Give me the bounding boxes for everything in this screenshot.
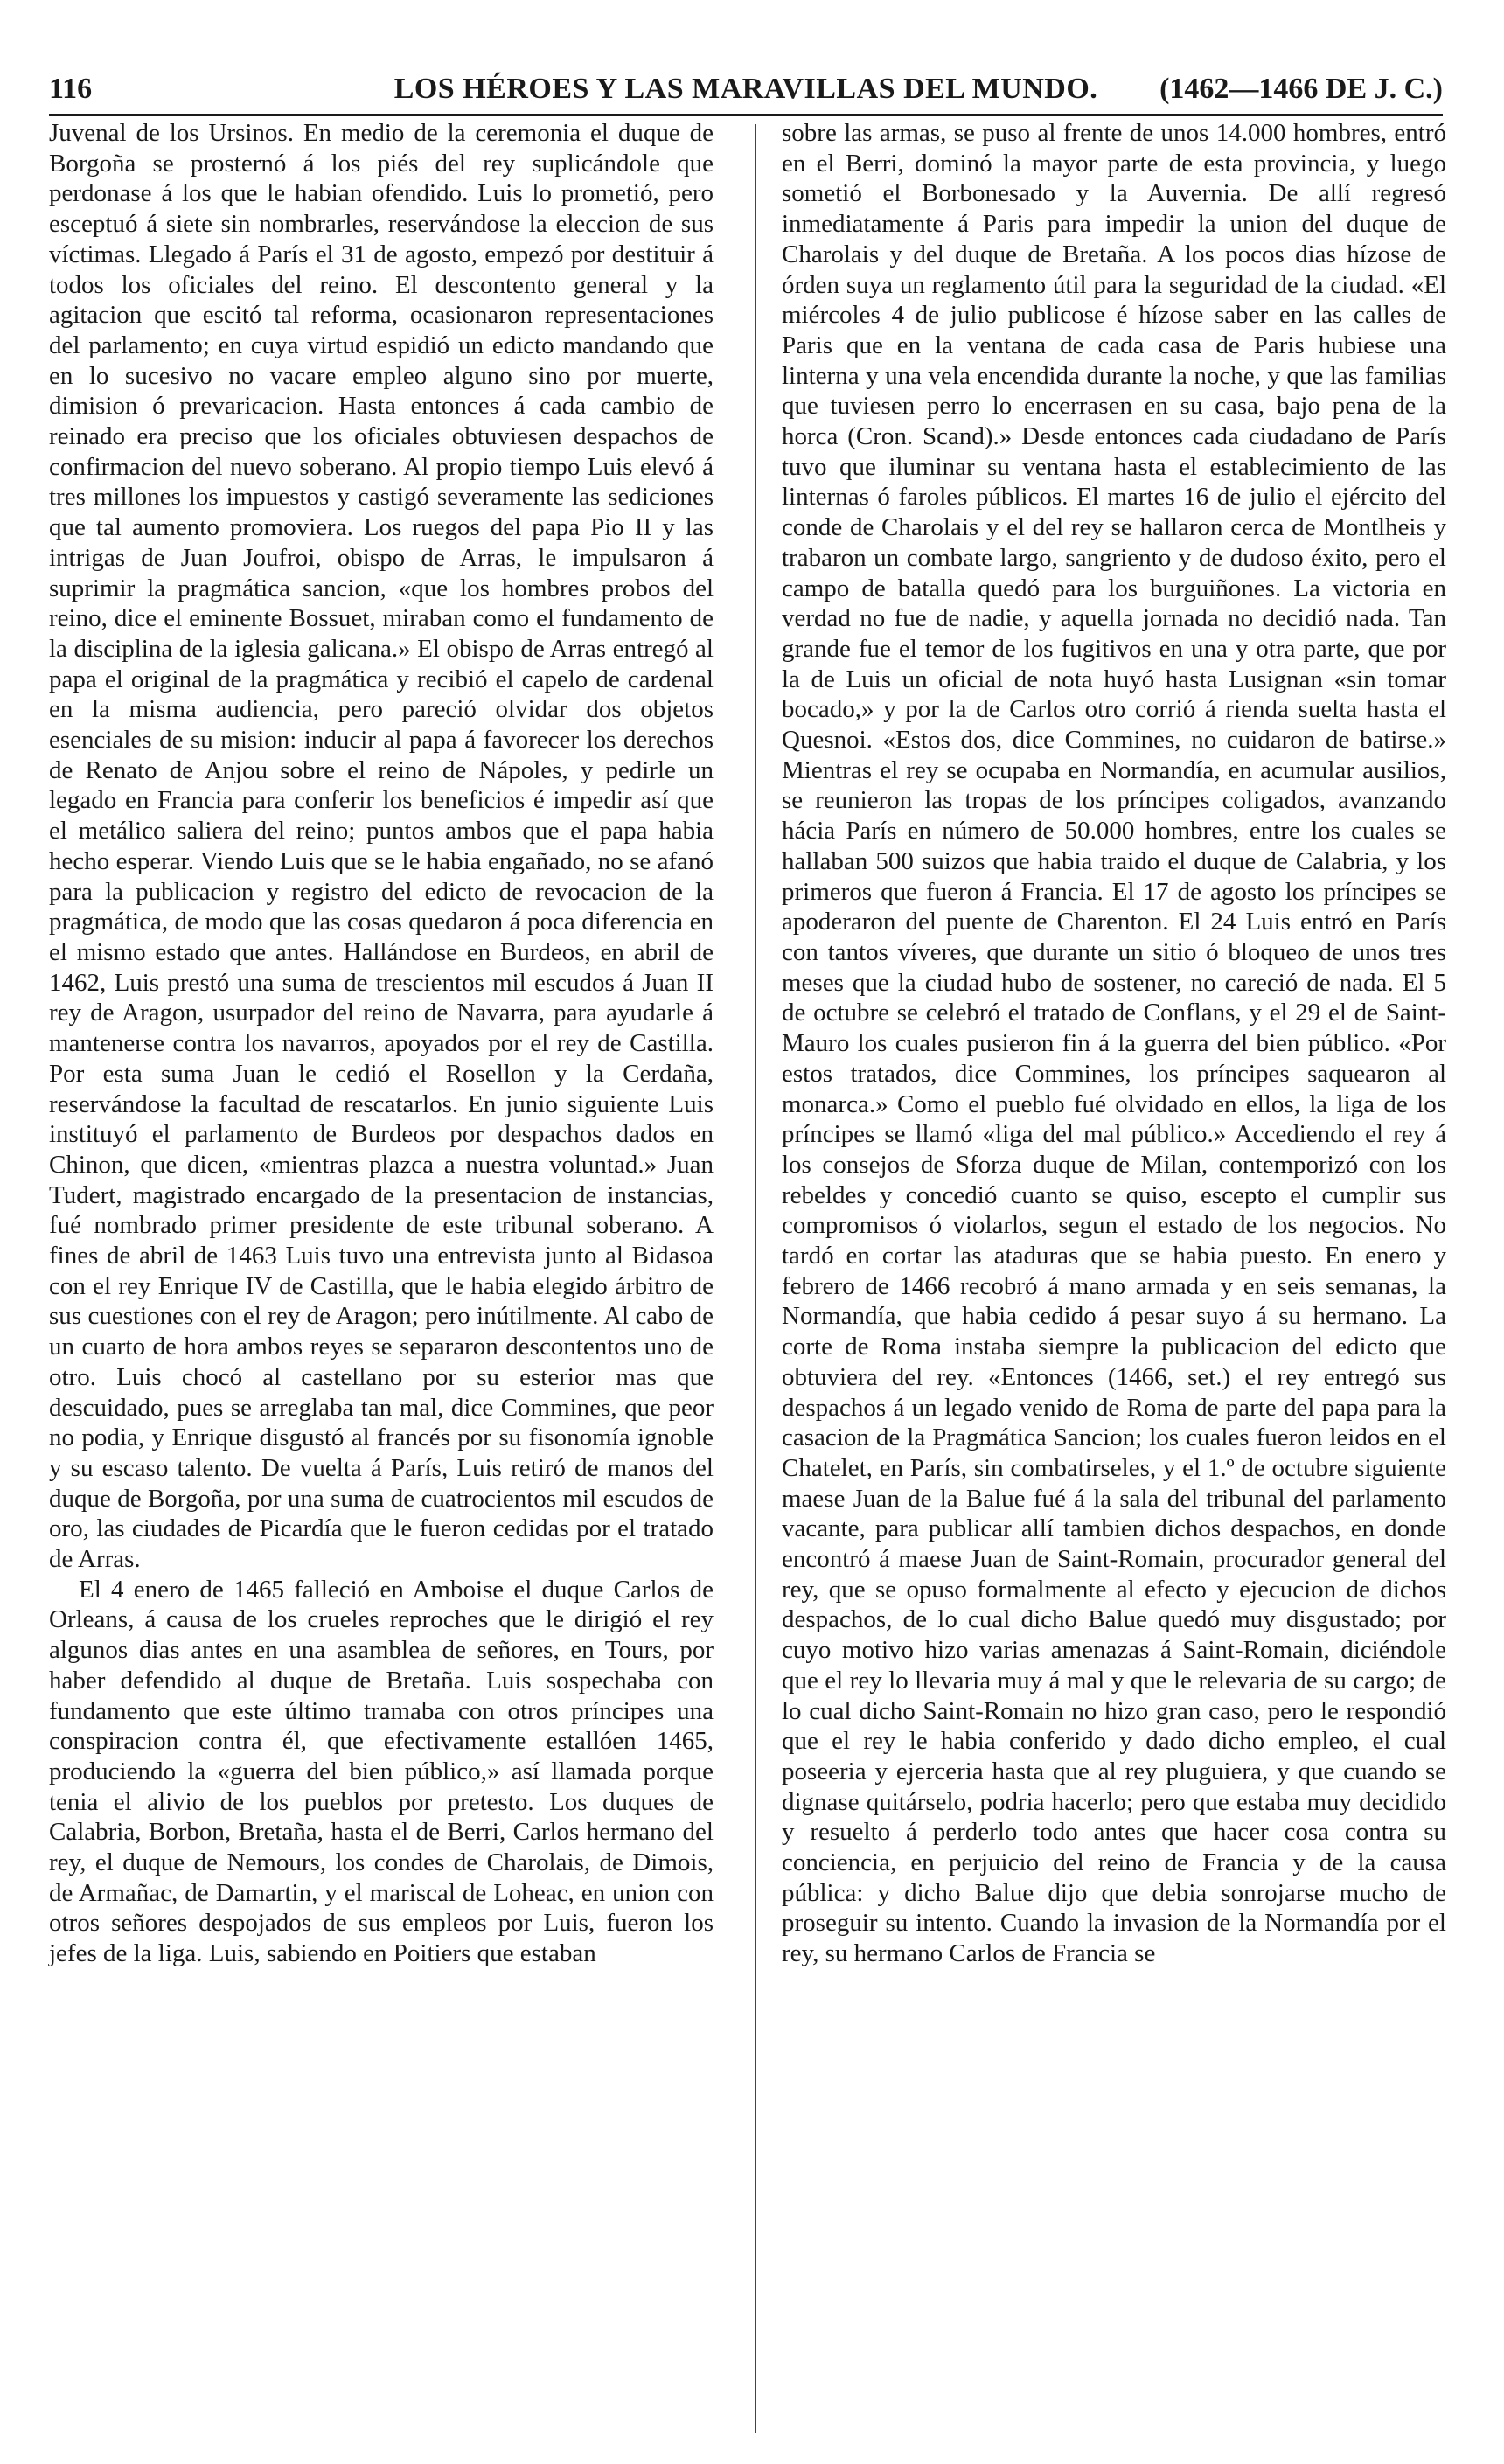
column-divider [755,124,756,2433]
page-header [49,70,1443,116]
left-column [49,118,714,1969]
date-range: (1462—1466 DE J. C.) [1159,73,1443,105]
right-column [782,118,1446,1969]
left-paragraph-2: El 4 enero de 1465 falleció en Amboise el duque Carlos de Orleans, á causa de los crueles reproches que le dirigió el rey algunos dias antes en una asamblea de señores, en Tours, por haber defendido al duque de Bretaña. Luis sospechaba con fundamento que este último tramaba con otros príncipes una conspiracion contra él, que efectivamente estallóen 1465, produciendo la «guerra del bien público,» así llamada porque tenia el alivio de los pueblos por pretesto. Los duques de Calabria, Borbon, Bretaña, hasta el de Berri, Carlos hermano del rey, el duque de Nemours, los condes de Charolais, de Dimois, de Armañac, de Damartin, y el mariscal de Loheac, en union con otros señores despojados de sus empleos por Luis, fueron los jefes de la liga. Luis, sabiendo en Poitiers que estaban [49,1575,714,1968]
page-number: 116 [49,73,93,105]
left-paragraph-1: Juvenal de los Ursinos. En medio de la ceremonia el duque de Borgoña se prosternó á los piés del rey suplicándole que perdonase á los que le habian ofendido. Luis lo prometió, pero esceptuó á siete sin nombrarles, reservándose la eleccion de sus víctimas. Llegado á París el 31 de agosto, empezó por destituir á todos los oficiales del reino. El descontento general y la agitacion que escitó tal reforma, ocasionaron representaciones del parlamento; en cuya virtud espidió un edicto mandando que en lo sucesivo no vacare empleo alguno sino por muerte, dimision ó prevaricacion. Hasta entonces á cada cambio de reinado era preciso que los oficiales obtuviesen despachos de confirmacion del nuevo soberano. Al propio tiempo Luis elevó á tres millones los impuestos y castigó severamente las sediciones que tal aumento promoviera. Los ruegos del papa Pio II y las intrigas de Juan Joufroi, obispo de Arras, le impulsaron á suprimir la pragmática sancion, «que los hombres probos del reino, dice el eminente Bossuet, miraban como el fundamento de la disciplina de la iglesia galicana.» El obispo de Arras entregó al papa el original de la pragmática y recibió el capelo de cardenal en la misma audiencia, pero pareció olvidar dos objetos esenciales de su mision: inducir al papa á favorecer los derechos de Renato de Anjou sobre el reino de Nápoles, y pedirle un legado en Francia para conferir los beneficios é impedir así que el metálico saliera del reino; puntos ambos que el papa habia hecho esperar. Viendo Luis que se le habia engañado, no se afanó para la publicacion y registro del edicto de revocacion de la pragmática, de modo que las cosas quedaron á poca diferencia en el mismo estado que antes. Hallándose en Burdeos, en abril de 1462, Luis prestó una suma de trescientos mil escudos á Juan II rey de Aragon, usurpador del reino de Navarra, para ayudarle á mantenerse contra los navarros, apoyados por el rey de Castilla. Por esta suma Juan le cedió el Rosellon y la Cerdaña, reservándose la facultad de rescatarlos. En junio siguiente Luis instituyó el parlamento de Burdeos por despachos dados en Chinon, que dicen, «mientras plazca a nuestra voluntad.» Juan Tudert, magistrado encargado de la presentacion de instancias, fué nombrado primer presidente de este tribunal soberano. A fines de abril de 1463 Luis tuvo una entrevista junto al Bidasoa con el rey Enrique IV de Castilla, que le habia elegido árbitro de sus cuestiones con el rey de Aragon; pero inútilmente. Al cabo de un cuarto de hora ambos reyes se separaron descontentos uno de otro. Luis chocó al castellano por su esterior mas que descuidado, pues se arreglaba tan mal, dice Commines, que peor no podia, y Enrique disgustó al francés por su fisonomía ignoble y su escaso talento. De vuelta á París, Luis retiró de manos del duque de Borgoña, por una suma de cuatrocientos mil escudos de oro, las ciudades de Picardía que le fueron cedidas por el tratado de Arras. [49,119,714,1574]
right-paragraph-1: sobre las armas, se puso al frente de unos 14.000 hombres, entró en el Berri, dominó la mayor parte de esta provincia, y luego sometió el Borbonesado y la Auvernia. De allí regresó inmediatamente á Paris para impedir la union del duque de Charolais y del duque de Bretaña. A los pocos dias hízose de órden suya un reglamento útil para la seguridad de la ciudad. «El miércoles 4 de julio publicose é hízose saber en las calles de Paris que en la ventana de cada casa de Paris hubiese una linterna y una vela encendida durante la noche, y que las familias que tuviesen perro lo encerrasen en su casa, bajo pena de la horca (Cron. Scand).» Desde entonces cada ciudadano de París tuvo que iluminar su ventana hasta el establecimiento de las linternas ó faroles públicos. El martes 16 de julio el ejército del conde de Charolais y el del rey se hallaron cerca de Montlheis y trabaron un combate largo, sangriento y de dudoso éxito, pero el campo de batalla quedó para los burguiñones. La victoria en verdad no fue de nadie, y aquella jornada no decidió nada. Tan grande fue el temor de los fugitivos en una y otra parte, que por la de Luis un oficial de nota huyó hasta Lusignan «sin tomar bocado,» y por la de Carlos otro corrió á rienda suelta hasta el Quesnoi. «Estos dos, dice Commines, no cuidaron de batirse.» Mientras el rey se ocupaba en Normandía, en acumular ausilios, se reunieron las tropas de los príncipes coligados, avanzando hácia París en número de 50.000 hombres, entre los cuales se hallaban 500 suizos que habia traido el duque de Calabria, y los primeros que fueron á Francia. El 17 de agosto los príncipes se apoderaron del puente de Charenton. El 24 Luis entró en París con tantos víveres, que durante un sitio ó bloqueo de unos tres meses que la ciudad hubo de sostener, no careció de nada. El 5 de octubre se celebró el tratado de Conflans, y el 29 el de Saint-Mauro los cuales pusieron fin á la guerra del bien público. «Por estos tratados, dice Commines, los príncipes saquearon al monarca.» Como el pueblo fué olvidado en ellos, la liga de los príncipes se llamó «liga del mal público.» Accediendo el rey á los consejos de Sforza duque de Milan, contemporizó con los rebeldes y concedió cuanto se quiso, escepto el cumplir sus compromisos ó violarlos, segun el estado de los negocios. No tardó en cortar las ataduras que se habia puesto. En enero y febrero de 1466 recobró á mano armada y en seis semanas, la Normandía, que habia cedido á pesar suyo á su hermano. La corte de Roma instaba siempre la publicacion del edicto que obtuviera del rey. «Entonces (1466, set.) el rey entregó sus despachos á un legado venido de Roma de parte del papa para la casacion de la Pragmática Sancion; los cuales fueron leidos en el Chatelet, en París, sin combatirseles, y el 1.º de octubre siguiente maese Juan de la Balue fué á la sala del tribunal del parlamento vacante, para publicar allí tambien dichos despachos, en donde encontró á maese Juan de Saint-Romain, procurador general del rey, que se opuso formalmente al efecto y ejecucion de dichos despachos, de lo cual dicho Balue quedó muy disgustado; por cuyo motivo hizo varias amenazas á Saint-Romain, diciéndole que el rey lo llevaria muy á mal y que le relevaria de su cargo; de lo cual dicho Saint-Romain no hizo gran caso, pero le respondió que el rey le habia conferido y dado dicho empleo, el cual poseeria y ejerceria hasta que al rey pluguiera, y que cuando se dignase quitárselo, podria hacerlo; pero que estaba muy decidido y resuelto á perderlo todo antes que hacer cosa contra su conciencia, en perjuicio del reino de Francia y de la causa pública: y dicho Balue dijo que debia sonrojarse mucho de proseguir su intento. Cuando la invasion de la Normandía por el rey, su hermano Carlos de Francia se [782,119,1446,1968]
running-title: LOS HÉROES Y LAS MARAVILLAS DEL MUNDO. [393,73,1098,105]
